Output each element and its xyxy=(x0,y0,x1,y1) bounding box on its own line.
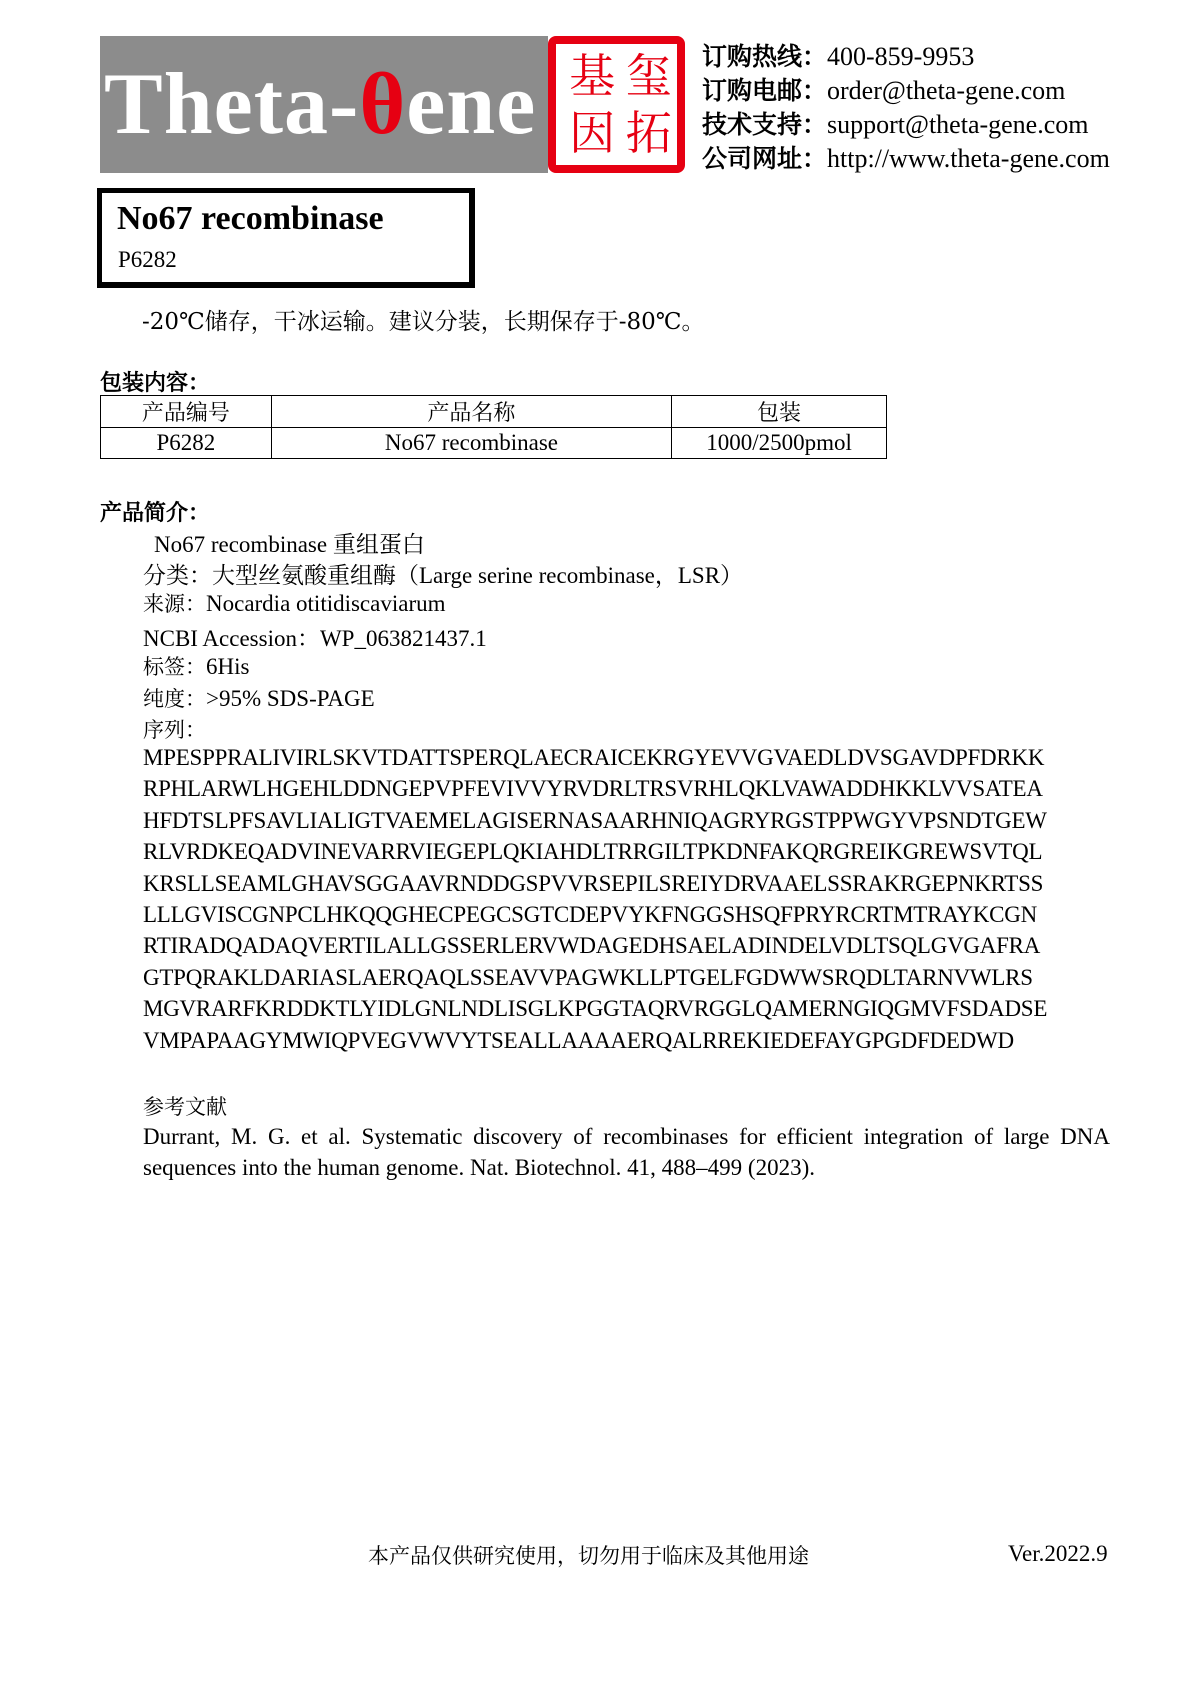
sequence-line: RPHLARWLHGEHLDDNGEPVPFEVIVVYRVDRLTRSVRHLQKLVAWADDHKKLVVSATEA xyxy=(143,776,1043,801)
source-value: Nocardia otitidiscaviarum xyxy=(206,591,446,616)
contact-order-email xyxy=(702,74,1065,108)
contact-label: 订购热线： xyxy=(702,42,828,71)
tag-label: 标签： xyxy=(143,655,206,679)
tag-value: 6His xyxy=(206,654,250,679)
footer-version: Ver.2022.9 xyxy=(1008,1541,1108,1566)
reference-text: Durrant, M. G. et al. Systematic discovery of recombinases for efficient integration of large DNA sequences into the human genome. Nat. Biotechnol. 41, 488–499 (2023). xyxy=(143,1124,1110,1180)
table-cell: P6282 xyxy=(101,428,272,459)
seal-char: 玺 xyxy=(625,49,672,103)
intro-name-line: No67 recombinase 重组蛋白 xyxy=(154,532,425,557)
sequence-label: 序列： xyxy=(143,718,206,742)
seal-char: 基 xyxy=(569,49,616,103)
logo-suffix: ene xyxy=(406,56,537,153)
table-header-cell: 包装 xyxy=(672,396,887,428)
sequence-line: GTPQRAKLDARIASLAERQAQLSSEAVVPAGWKLLPTGELFGDWWSRQDLTARNVWLRS xyxy=(143,965,1033,990)
contact-value: support@theta-gene.com xyxy=(827,110,1089,139)
table-cell: No67 recombinase xyxy=(271,428,671,459)
sequence-line: KRSLLSEAMLGHAVSGGAAVRNDDGSPVVRSEPILSREIYDRVAAELSSRAKRGEPNKRTSS xyxy=(143,871,1044,896)
contact-value: http://www.theta-gene.com xyxy=(827,144,1110,173)
sequence-line: LLLGVISCGNPCLHKQQGHECPEGCSGTCDEPVYKFNGGSHSQFPRYRCRTMTRAYKCGN xyxy=(143,902,1037,927)
source-label: 来源： xyxy=(143,592,206,616)
seal-char: 因 xyxy=(569,105,616,160)
sequence-line: MPESPPRALIVIRLSKVTDATTSPERQLAECRAICEKRGYEVVGVAEDLDVSGAVDPFDRKK xyxy=(143,745,1045,770)
table-header-cell: 产品名称 xyxy=(271,396,671,428)
package-section-title: 包装内容： xyxy=(100,371,211,396)
contact-value: 400-859-9953 xyxy=(827,42,975,71)
sequence-line: RLVRDKEQADVINEVARRVIEGEPLQKIAHDLTRRGILTPKDNFAKQRGREIKGREWSVTQL xyxy=(143,839,1043,864)
brand-logo xyxy=(104,36,536,173)
contact-label: 技术支持： xyxy=(702,110,828,139)
intro-purity xyxy=(143,683,375,713)
intro-tag xyxy=(143,651,249,681)
footer-disclaimer: 本产品仅供研究使用，切勿用于临床及其他用途 xyxy=(368,1544,809,1568)
contact-support-email xyxy=(702,108,1089,142)
sequence-line: MGVRARFKRDDKTLYIDLGNLNDLISGLKPGGTAQRVRGGLQAMERNGIQGMVFSDADSE xyxy=(143,996,1048,1021)
logo-theta: θ xyxy=(359,56,407,153)
intro-source xyxy=(143,588,446,618)
storage-note: -20℃储存，干冰运输。建议分装，长期保存于-80℃。 xyxy=(142,309,705,335)
contact-label: 订购电邮： xyxy=(702,76,828,105)
intro-ncbi: NCBI Accession：WP_063821437.1 xyxy=(143,626,487,651)
product-name: No67 recombinase xyxy=(117,200,384,237)
intro-category: 分类：大型丝氨酸重组酶（Large serine recombinase，LSR） xyxy=(143,563,744,588)
contact-value: order@theta-gene.com xyxy=(827,76,1066,105)
logo-prefix: Theta- xyxy=(104,56,360,153)
product-code: P6282 xyxy=(118,247,177,272)
purity-label: 纯度： xyxy=(143,687,206,711)
contact-label: 公司网址： xyxy=(702,144,828,173)
brand-seal xyxy=(548,36,685,173)
table-header-cell: 产品编号 xyxy=(101,396,272,428)
sequence-line: HFDTSLPFSAVLIALIGTVAEMELAGISERNASAARHNIQAGRYRGSTPPWGYVPSNDTGEW xyxy=(143,808,1047,833)
table-cell: 1000/2500pmol xyxy=(672,428,887,459)
table-row xyxy=(101,428,887,459)
purity-value: >95% SDS-PAGE xyxy=(206,686,375,711)
table-header-row xyxy=(101,396,887,428)
contact-website xyxy=(702,142,1110,176)
package-table xyxy=(100,395,887,459)
seal-char: 拓 xyxy=(625,105,672,160)
sequence-line: VMPAPAAGYMWIQPVEGVWVYTSEALLAAAAERQALRREKIEDEFAYGPGDFDEDWD xyxy=(143,1028,1014,1053)
contact-hotline xyxy=(702,40,974,74)
reference-title: 参考文献 xyxy=(143,1095,227,1119)
sequence-line: RTIRADQADAQVERTILALLGSSERLERVWDAGEDHSAELADINDELVDLTSQLGVGAFRA xyxy=(143,933,1041,958)
intro-section-title: 产品简介： xyxy=(100,501,211,526)
